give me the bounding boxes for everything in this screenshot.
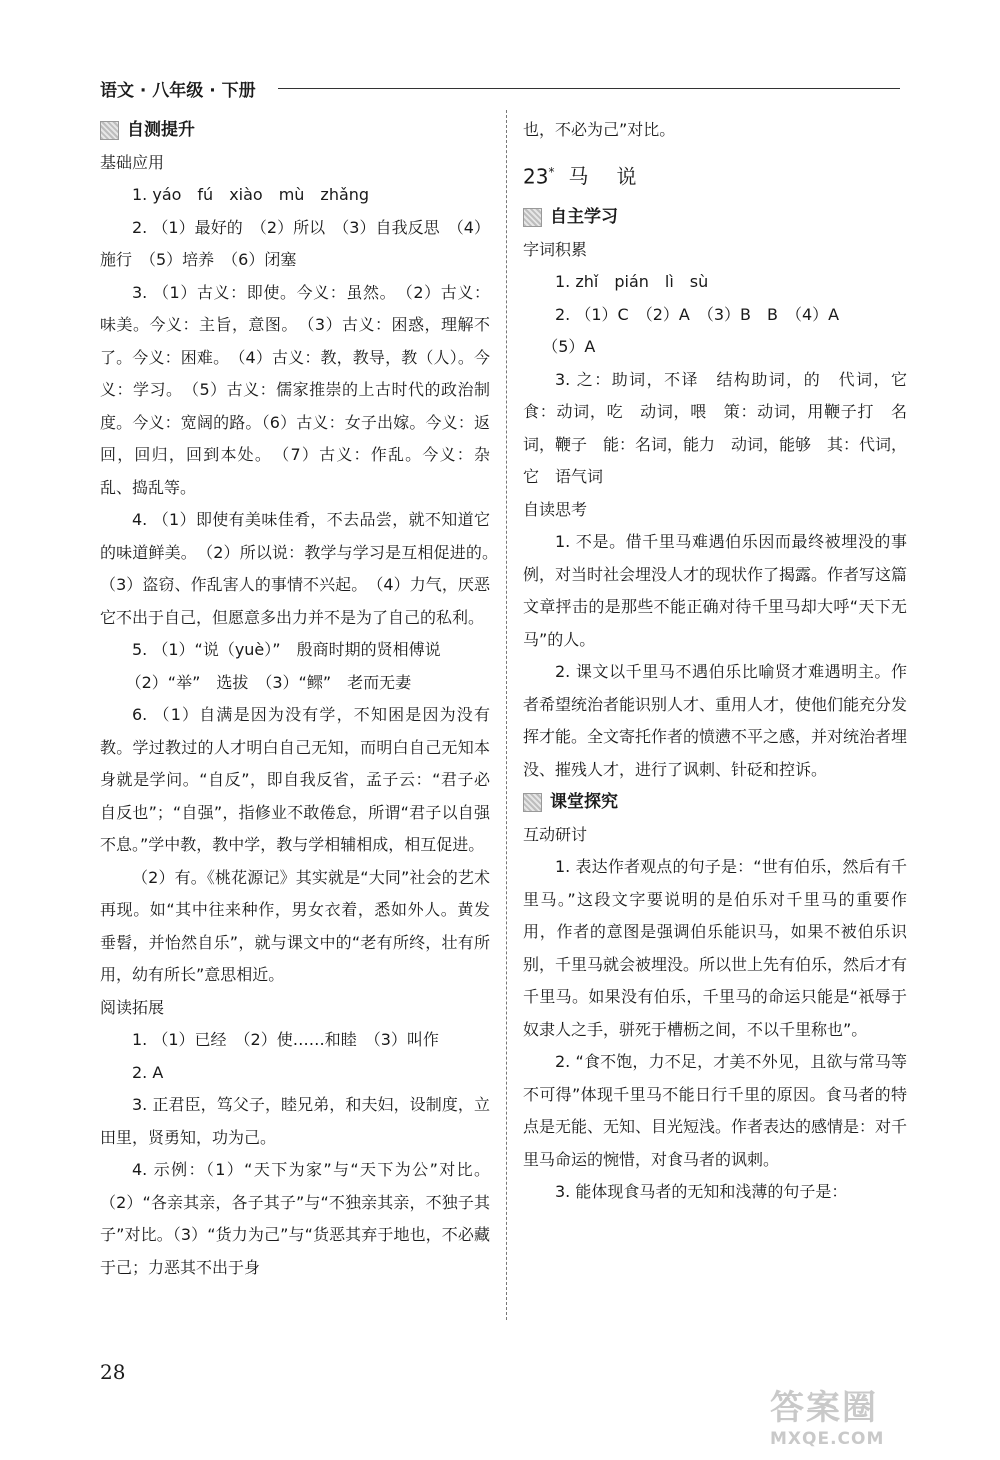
header-rule bbox=[278, 88, 900, 89]
answer-q6-part1: 6. （1）自满是因为没有学，不知困是因为没有教。学过教过的人才明白自己无知，而明白自己无知本身就是学问。“自反”，即自我反省，孟子云：“君子必自反也”；“自强”，指修业不敢倦怠，所谓“君子以自强不息。”学中教，教中学，教与学相辅相成，相互促进。 bbox=[100, 705, 490, 854]
subheading-ciyu: 字词积累 bbox=[523, 239, 588, 259]
section-marker-icon bbox=[523, 793, 542, 812]
answer-q1: 1. yáo fú xiào mù zhǎng bbox=[132, 185, 370, 204]
watermark-logo bbox=[770, 1388, 920, 1454]
subheading-jichu: 基础应用 bbox=[100, 152, 165, 172]
left-column bbox=[100, 114, 507, 1284]
think-answer-1: 1. 不是。借千里马难遇伯乐因而最终被埋没的事例，对当时社会埋没人才的现状作了揭露。作者写这篇文章抨击的是那些不能正确对待千里马却大呼“天下无马”的人。 bbox=[523, 532, 908, 649]
page-header bbox=[100, 76, 900, 100]
lesson-star: * bbox=[548, 164, 555, 179]
column-divider bbox=[506, 110, 507, 1320]
subheading-hudong: 互动研讨 bbox=[523, 824, 588, 844]
discuss-answer-1: 1. 表达作者观点的句子是：“世有伯乐，然后有千里马。”这段文字要说明的是伯乐对千里马的重要作用，作者的意图是强调伯乐能识马，如果不被伯乐识别，千里马就会被埋没。所以世上先有伯乐，然后才有千里马。如果没有伯乐，千里马的命运只能是“祇辱于奴隶人之手，骈死于槽枥之间，不以千里称也”。 bbox=[523, 857, 908, 1039]
section-heading-zizhu: 自主学习 bbox=[523, 201, 907, 234]
reading-answer-3: 3. 正君臣，笃父子，睦兄弟，和夫妇，设制度，立田里，贤勇知，功为己。 bbox=[100, 1095, 490, 1147]
lesson-title bbox=[523, 147, 907, 202]
answer-q6-part2: （2）有。《桃花源记》其实就是“大同”社会的艺术再现。如“其中往来种作，男女衣着，悉如外人。黄发垂髫，并怡然自乐”，就与课文中的“老有所终，壮有所用，幼有所长”意思相近。 bbox=[100, 867, 490, 984]
section-marker-icon bbox=[100, 121, 119, 140]
continued-text: 也，不必为己”对比。 bbox=[523, 120, 676, 139]
reading-answer-4: 4. 示例：（1）“天下为家”与“天下为公”对比。（2）“各亲其亲，各子其子”与“不独亲其亲，不独子其子”对比。（3）“货力为己”与“货恶其弃于地也，不必藏于己；力恶其不出于身 bbox=[100, 1160, 490, 1277]
book-title: 语文 · 八年级 · 下册 bbox=[100, 81, 256, 101]
discuss-answer-3: 3. 能体现食马者的无知和浅薄的句子是： bbox=[555, 1182, 848, 1202]
discuss-answer-2: 2. “食不饱，力不足，才美不外见，且欲与常马等不可得”体现千里马不能日行千里的原因。食马者的特点是无能、无知、目光短浅。作者表达的感情是：对千里马命运的惋惜，对食马者的讽刺。 bbox=[523, 1052, 908, 1169]
watermark-logo-text: 答案圈 bbox=[770, 1388, 878, 1428]
think-answer-2: 2. 课文以千里马不遇伯乐比喻贤才难遇明主。作者希望统治者能识别人才、重用人才，使他们能充分发挥才能。全文寄托作者的愤懑不平之感，并对统治者埋没、摧残人才，进行了讽刺、针砭和控诉。 bbox=[523, 662, 908, 779]
section-heading-zice: 自测提升 bbox=[100, 114, 490, 147]
word-answer-2-part2: （5）A bbox=[542, 337, 596, 357]
word-answer-2-part1: 2. （1）C （2）A （3）B B （4）A bbox=[555, 304, 840, 324]
section-marker-icon bbox=[523, 208, 542, 227]
word-answer-3: 3. 之：助词，不译 结构助词，的 代词，它 食：动词，吃 动词，喂 策：动词，用鞭子打 名词，鞭子 能：名词，能力 动词，能够 其：代词，它 语气词 bbox=[523, 369, 924, 487]
answer-q2: 2. （1）最好的 （2）所以 （3）自我反思 （4）施行 （5）培养 （6）闭塞 bbox=[100, 217, 490, 269]
section-heading-ketang: 课堂探究 bbox=[523, 786, 907, 819]
watermark-url: MXQE.COM bbox=[770, 1429, 885, 1449]
reading-answer-2: 2. A bbox=[132, 1062, 164, 1082]
answer-q5-part1: 5. （1）“说（yuè）” 殷商时期的贤相傅说 bbox=[132, 640, 441, 659]
answer-q4: 4. （1）即使有美味佳肴，不去品尝，就不知道它的味道鲜美。 （2）所以说：教学与学习是互相促进的。 （3）盗窃、作乱害人的事情不兴起。 （4）力气，厌恶它不出于自己，但愿意多出力并不是为了自己的私利。 bbox=[100, 510, 507, 627]
reading-answer-1: 1. （1）已经 （2）使……和睦 （3）叫作 bbox=[132, 1030, 439, 1049]
word-answer-1: 1. zhǐ pián lì sù bbox=[555, 272, 709, 292]
answer-q3: 3. （1）古义：即使。今义：虽然。 （2）古义：味美。今义：主旨，意图。 （3）古义：困惑，理解不了。今义：困难。 （4）古义：教，教导，教（人）。今义：学习。 （5）古义：儒家推崇的上古时代的政治制度。今义：宽阔的路。（6）古义：女子出嫁。今义：返回，回归，回到本处。 （7）古义：作乱。今义：杂乱、捣乱等。 bbox=[100, 282, 490, 497]
right-column bbox=[523, 114, 924, 1209]
subheading-yuedu: 阅读拓展 bbox=[100, 997, 165, 1017]
subheading-zidu: 自读思考 bbox=[523, 499, 588, 519]
answer-q5-part2: （2）“举” 选拔 （3）“鳏” 老而无妻 bbox=[125, 672, 412, 692]
lesson-title-char-1: 马 bbox=[568, 164, 589, 189]
page-number: 28 bbox=[100, 1360, 126, 1384]
lesson-title-char-2: 说 bbox=[616, 164, 637, 189]
lesson-number: 23 bbox=[523, 164, 549, 189]
